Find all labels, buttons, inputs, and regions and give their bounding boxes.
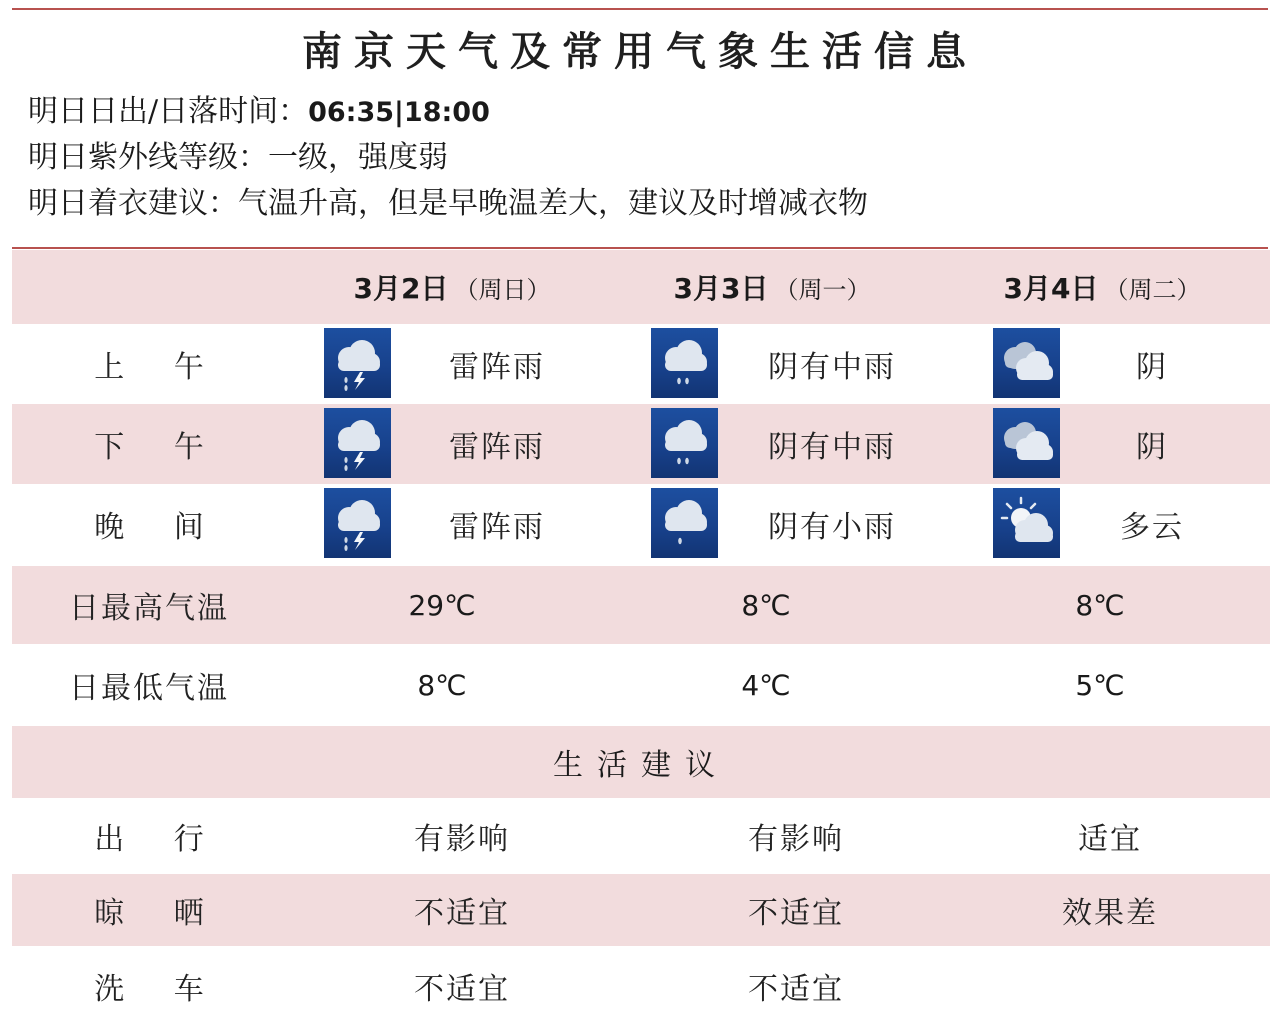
life-value: 不适宜 [414, 972, 510, 1007]
weather-text: 雷阵雨 [449, 350, 545, 385]
life-label: 洗 车 [94, 972, 224, 1007]
high-temp-value: 8℃ [741, 588, 791, 622]
life-value: 效果差 [1062, 896, 1158, 931]
life-value: 不适宜 [748, 896, 844, 931]
day-weekday: （周一） [774, 276, 871, 304]
weather-text: 阴有中雨 [768, 430, 896, 465]
life-value: 不适宜 [414, 896, 510, 931]
high-temp-label: 日最高气温 [69, 591, 229, 626]
day-header [962, 250, 1242, 324]
high-temp-value: 8℃ [1075, 588, 1125, 622]
rain-icon [651, 408, 718, 478]
period-row-afternoon [12, 404, 1270, 484]
life-section-header [12, 726, 1270, 798]
light-rain-icon [651, 488, 718, 558]
day-header [312, 250, 592, 324]
life-value [1020, 948, 1200, 1020]
low-temp-label: 日最低气温 [69, 671, 229, 706]
weather-text: 阴 [1136, 430, 1168, 465]
day-weekday: （周二） [1104, 276, 1201, 304]
partly-cloudy-icon [993, 488, 1060, 558]
sun-info-value: 06:35|18:00 [308, 97, 490, 128]
high-temp-row [12, 566, 1270, 644]
overcast-icon [993, 408, 1060, 478]
day-header [632, 250, 912, 324]
weather-text: 雷阵雨 [449, 430, 545, 465]
rain-icon [651, 328, 718, 398]
life-value: 有影响 [414, 822, 510, 857]
thunderstorm-icon [324, 328, 391, 398]
weather-text: 阴有小雨 [768, 510, 896, 545]
life-row-carwash [12, 948, 1270, 1020]
weather-text: 阴 [1136, 350, 1168, 385]
low-temp-value: 5℃ [1075, 668, 1125, 702]
day-date: 3月2日 [353, 272, 449, 305]
period-label: 晚 间 [94, 510, 224, 545]
life-label: 出 行 [94, 822, 224, 857]
date-header-row [12, 250, 1270, 324]
sun-info-label: 明日日出/日落时间： [28, 94, 309, 129]
period-label: 下 午 [94, 430, 224, 465]
weather-text: 雷阵雨 [449, 510, 545, 545]
period-row-evening [12, 484, 1270, 564]
weather-text: 多云 [1120, 510, 1184, 545]
low-temp-row [12, 646, 1270, 724]
page-title: 南京天气及常用气象生活信息 [302, 28, 978, 75]
sun-info [28, 86, 490, 130]
thunderstorm-icon [324, 488, 391, 558]
life-value: 不适宜 [748, 972, 844, 1007]
low-temp-value: 4℃ [741, 668, 791, 702]
life-value: 有影响 [748, 822, 844, 857]
low-temp-value: 8℃ [417, 668, 467, 702]
section-rule [12, 247, 1268, 249]
uv-info: 明日紫外线等级：一级，强度弱 [28, 140, 448, 175]
weather-text: 阴有中雨 [768, 350, 896, 385]
life-section-title: 生活建议 [553, 748, 729, 783]
top-rule [12, 8, 1268, 10]
overcast-icon [993, 328, 1060, 398]
day-date: 3月3日 [673, 272, 769, 305]
period-label: 上 午 [94, 350, 224, 385]
thunderstorm-icon [324, 408, 391, 478]
life-row-travel [12, 800, 1270, 872]
life-row-drying [12, 874, 1270, 946]
day-date: 3月4日 [1003, 272, 1099, 305]
high-temp-value: 29℃ [408, 588, 476, 622]
life-label: 晾 晒 [94, 896, 224, 931]
day-weekday: （周日） [454, 276, 551, 304]
clothing-info: 明日着衣建议：气温升高，但是早晚温差大，建议及时增减衣物 [28, 186, 868, 221]
period-row-morning [12, 324, 1270, 404]
life-value: 适宜 [1078, 822, 1142, 857]
